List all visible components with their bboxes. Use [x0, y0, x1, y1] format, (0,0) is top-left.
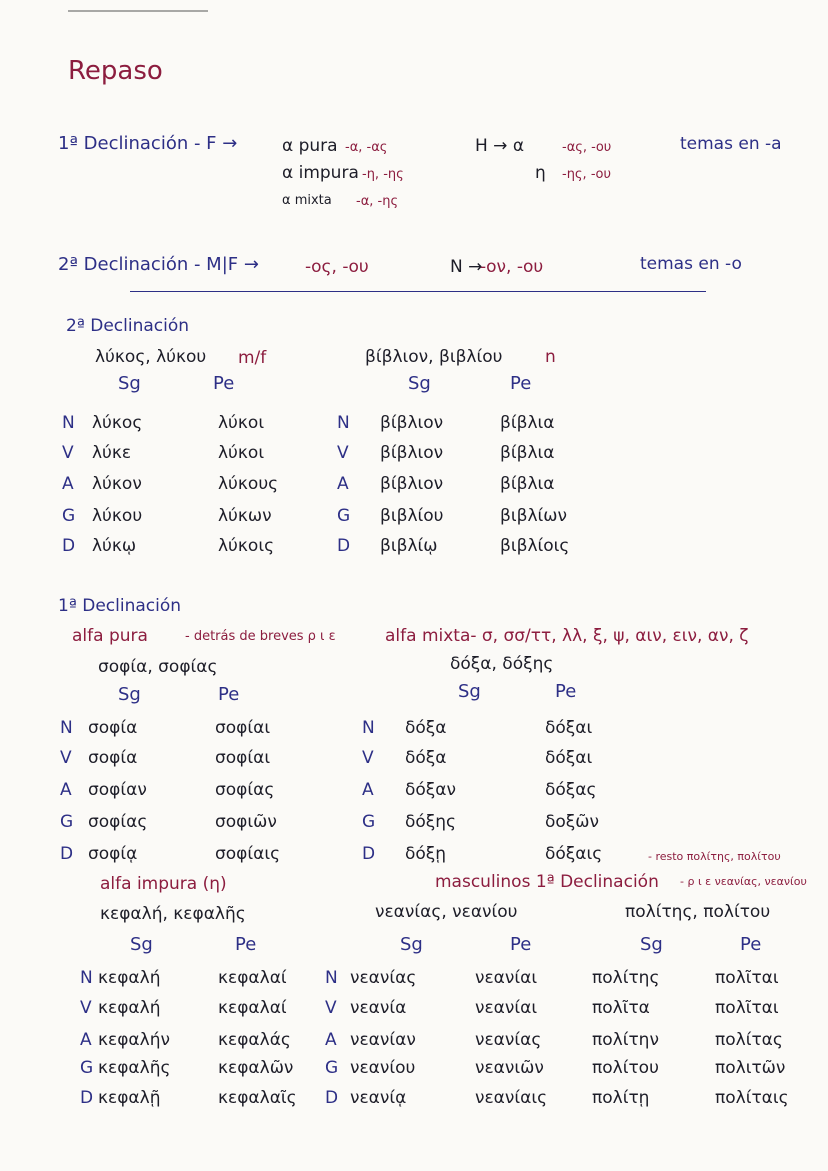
plural-form-polites: πολίτας	[715, 1030, 783, 1050]
case-label-neanias: N	[325, 968, 338, 988]
masc-eta-endings: -ης, -ου	[562, 167, 611, 182]
singular-form-sofia: σοφίας	[88, 812, 148, 832]
singular-form-lykos: λύκῳ	[92, 536, 137, 556]
case-label-biblion: N	[337, 413, 350, 433]
masc-note-rie: - ρ ι ε νεανίας, νεανίου	[680, 875, 807, 888]
singular-form-biblion: βίβλιον	[380, 413, 444, 433]
alpha-mixta-endings: -α, -ης	[356, 194, 399, 209]
plural-form-biblion: βίβλια	[500, 443, 555, 463]
singular-form-doxa: δόξης	[405, 812, 457, 832]
case-label-kefale: V	[80, 998, 92, 1018]
plural-form-sofia: σοφίας	[215, 780, 275, 800]
sg-header-neanias: Sg	[400, 934, 423, 955]
alpha-mixta-type: α mixta	[282, 193, 332, 208]
plural-form-biblion: βιβλίοις	[500, 536, 570, 556]
alpha-impura-type: α impura	[282, 163, 359, 183]
decl2-n-label: N →	[450, 257, 483, 277]
pl-header-doxa: Pe	[555, 681, 577, 702]
masc-note-resto: - resto πολίτης, πολίτου	[648, 850, 781, 863]
masc-label: masculinos 1ª Declinación	[435, 872, 659, 892]
alfa-mixta-label: alfa mixta- σ, σσ/ττ, λλ, ξ, ψ, αιν, ειν, αν, ζ	[385, 626, 749, 646]
singular-form-neanias: νεανίαν	[350, 1030, 416, 1050]
pl-header-sofia: Pe	[218, 684, 240, 705]
singular-form-kefale: κεφαλή	[98, 968, 161, 988]
pl-header-lykos: Pe	[213, 373, 235, 394]
case-label-biblion: D	[337, 536, 351, 556]
singular-form-polites: πολίτου	[592, 1058, 659, 1078]
singular-form-sofia: σοφία	[88, 748, 138, 768]
case-label-neanias: A	[325, 1030, 337, 1050]
singular-form-doxa: δόξῃ	[405, 844, 447, 864]
sg-header-doxa: Sg	[458, 681, 481, 702]
case-label-lykos: V	[62, 443, 74, 463]
divider	[130, 291, 706, 292]
plural-form-neanias: νεανίαις	[475, 1088, 548, 1108]
plural-form-doxa: δόξας	[545, 780, 597, 800]
case-label-neanias: V	[325, 998, 337, 1018]
case-label-neanias: G	[325, 1058, 339, 1078]
plural-form-sofia: σοφίαις	[215, 844, 281, 864]
singular-form-doxa: δόξα	[405, 748, 447, 768]
plural-form-biblion: βιβλίων	[500, 506, 567, 526]
case-label-doxa: A	[362, 780, 374, 800]
sg-header-sofia: Sg	[118, 684, 141, 705]
case-label-doxa: D	[362, 844, 376, 864]
page-title: Repaso	[68, 56, 163, 86]
plural-form-lykos: λύκους	[218, 474, 279, 494]
decl2-stems: temas en -o	[640, 254, 742, 274]
plural-form-biblion: βίβλια	[500, 474, 555, 494]
plural-form-lykos: λύκοι	[218, 443, 265, 463]
plural-form-polites: πολιτῶν	[715, 1058, 786, 1078]
singular-form-lykos: λύκε	[92, 443, 132, 463]
decl1-stems: temas en -a	[680, 134, 782, 154]
sg-header-kefale: Sg	[130, 934, 153, 955]
alfa-pura-label: alfa pura	[72, 626, 148, 646]
singular-form-sofia: σοφίᾳ	[88, 844, 138, 864]
case-label-lykos: A	[62, 474, 74, 494]
singular-form-sofia: σοφίαν	[88, 780, 147, 800]
lemma-kefale: κεφαλή, κεφαλῆς	[100, 904, 246, 924]
singular-form-biblion: βίβλιον	[380, 474, 444, 494]
plural-form-kefale: κεφαλῶν	[218, 1058, 294, 1078]
pl-header-polites: Pe	[740, 934, 762, 955]
lemma-doxa: δόξα, δόξης	[450, 654, 554, 674]
decl1-label: 1ª Declinación - F →	[58, 133, 238, 154]
case-label-sofia: A	[60, 780, 72, 800]
decl2-label: 2ª Declinación - M|F →	[58, 254, 259, 275]
plural-form-kefale: κεφαλαί	[218, 968, 287, 988]
sg-header-polites: Sg	[640, 934, 663, 955]
singular-form-biblion: βιβλίῳ	[380, 536, 438, 556]
case-label-doxa: V	[362, 748, 374, 768]
case-label-biblion: V	[337, 443, 349, 463]
lemma-biblion: βίβλιον, βιβλίου	[365, 347, 503, 367]
singular-form-biblion: βίβλιον	[380, 443, 444, 463]
plural-form-neanias: νεανίαι	[475, 968, 538, 988]
plural-form-kefale: κεφαλαῖς	[218, 1088, 297, 1108]
case-label-kefale: D	[80, 1088, 94, 1108]
plural-form-sofia: σοφιῶν	[215, 812, 277, 832]
case-label-sofia: D	[60, 844, 74, 864]
decl2-mf-endings: -ος, -ου	[305, 257, 369, 277]
case-label-biblion: A	[337, 474, 349, 494]
case-label-sofia: N	[60, 718, 73, 738]
plural-form-biblion: βίβλια	[500, 413, 555, 433]
singular-form-lykos: λύκον	[92, 474, 142, 494]
singular-form-neanias: νεανίου	[350, 1058, 416, 1078]
case-label-lykos: G	[62, 506, 76, 526]
singular-form-biblion: βιβλίου	[380, 506, 444, 526]
plural-form-sofia: σοφίαι	[215, 748, 271, 768]
case-label-neanias: D	[325, 1088, 339, 1108]
alpha-pura-endings: -α, -ας	[345, 140, 388, 155]
plural-form-neanias: νεανίας	[475, 1030, 542, 1050]
singular-form-doxa: δόξαν	[405, 780, 456, 800]
lemma-sofia: σοφία, σοφίας	[98, 657, 218, 677]
alfa-impura-label: alfa impura (η)	[100, 874, 227, 894]
first-heading: 1ª Declinación	[58, 596, 182, 616]
singular-form-neanias: νεανίας	[350, 968, 417, 988]
singular-form-neanias: νεανίᾳ	[350, 1088, 407, 1108]
gender-lykos: m/f	[238, 348, 267, 368]
plural-form-kefale: κεφαλάς	[218, 1030, 291, 1050]
alpha-impura-endings: -η, -ης	[362, 167, 404, 182]
alfa-pura-note: - detrás de breves ρ ι ε	[185, 629, 336, 644]
singular-form-kefale: κεφαλή	[98, 998, 161, 1018]
singular-form-neanias: νεανία	[350, 998, 407, 1018]
singular-form-sofia: σοφία	[88, 718, 138, 738]
singular-form-polites: πολῖτα	[592, 998, 650, 1018]
singular-form-kefale: κεφαλήν	[98, 1030, 170, 1050]
cut-off-scribble	[68, 4, 208, 12]
alpha-pura-type: α pura	[282, 136, 338, 156]
plural-form-neanias: νεανιῶν	[475, 1058, 544, 1078]
singular-form-polites: πολίτης	[592, 968, 660, 988]
sg-header-lykos: Sg	[118, 373, 141, 394]
plural-form-lykos: λύκοις	[218, 536, 275, 556]
case-label-doxa: N	[362, 718, 375, 738]
case-label-kefale: N	[80, 968, 93, 988]
plural-form-doxa: δοξῶν	[545, 812, 600, 832]
singular-form-doxa: δόξα	[405, 718, 447, 738]
plural-form-lykos: λύκων	[218, 506, 272, 526]
plural-form-doxa: δόξαις	[545, 844, 603, 864]
lemma-polites: πολίτης, πολίτου	[625, 902, 771, 922]
case-label-sofia: V	[60, 748, 72, 768]
singular-form-lykos: λύκος	[92, 413, 143, 433]
case-label-kefale: A	[80, 1030, 92, 1050]
plural-form-lykos: λύκοι	[218, 413, 265, 433]
plural-form-doxa: δόξαι	[545, 718, 593, 738]
sg-header-biblion: Sg	[408, 373, 431, 394]
decl2-n-endings: -ον, -ου	[480, 257, 544, 277]
lemma-lykos: λύκος, λύκου	[95, 347, 207, 367]
case-label-doxa: G	[362, 812, 376, 832]
pl-header-kefale: Pe	[235, 934, 257, 955]
case-label-biblion: G	[337, 506, 351, 526]
case-label-kefale: G	[80, 1058, 94, 1078]
second-heading: 2ª Declinación	[66, 316, 190, 336]
case-label-lykos: D	[62, 536, 76, 556]
singular-form-polites: πολίτῃ	[592, 1088, 650, 1108]
singular-form-kefale: κεφαλῇ	[98, 1088, 161, 1108]
plural-form-kefale: κεφαλαί	[218, 998, 287, 1018]
pl-header-neanias: Pe	[510, 934, 532, 955]
singular-form-polites: πολίτην	[592, 1030, 659, 1050]
case-label-sofia: G	[60, 812, 74, 832]
masc-eta: η	[535, 163, 546, 183]
singular-form-kefale: κεφαλῆς	[98, 1058, 171, 1078]
singular-form-lykos: λύκου	[92, 506, 143, 526]
gender-biblion: n	[545, 347, 556, 367]
pl-header-biblion: Pe	[510, 373, 532, 394]
case-label-lykos: N	[62, 413, 75, 433]
plural-form-polites: πολίταις	[715, 1088, 789, 1108]
plural-form-neanias: νεανίαι	[475, 998, 538, 1018]
plural-form-polites: πολῖται	[715, 968, 779, 988]
masc-label: H → α	[475, 136, 525, 156]
plural-form-polites: πολῖται	[715, 998, 779, 1018]
plural-form-sofia: σοφίαι	[215, 718, 271, 738]
lemma-neanias: νεανίας, νεανίου	[375, 902, 518, 922]
masc-a-endings: -ας, -ου	[562, 140, 612, 155]
plural-form-doxa: δόξαι	[545, 748, 593, 768]
